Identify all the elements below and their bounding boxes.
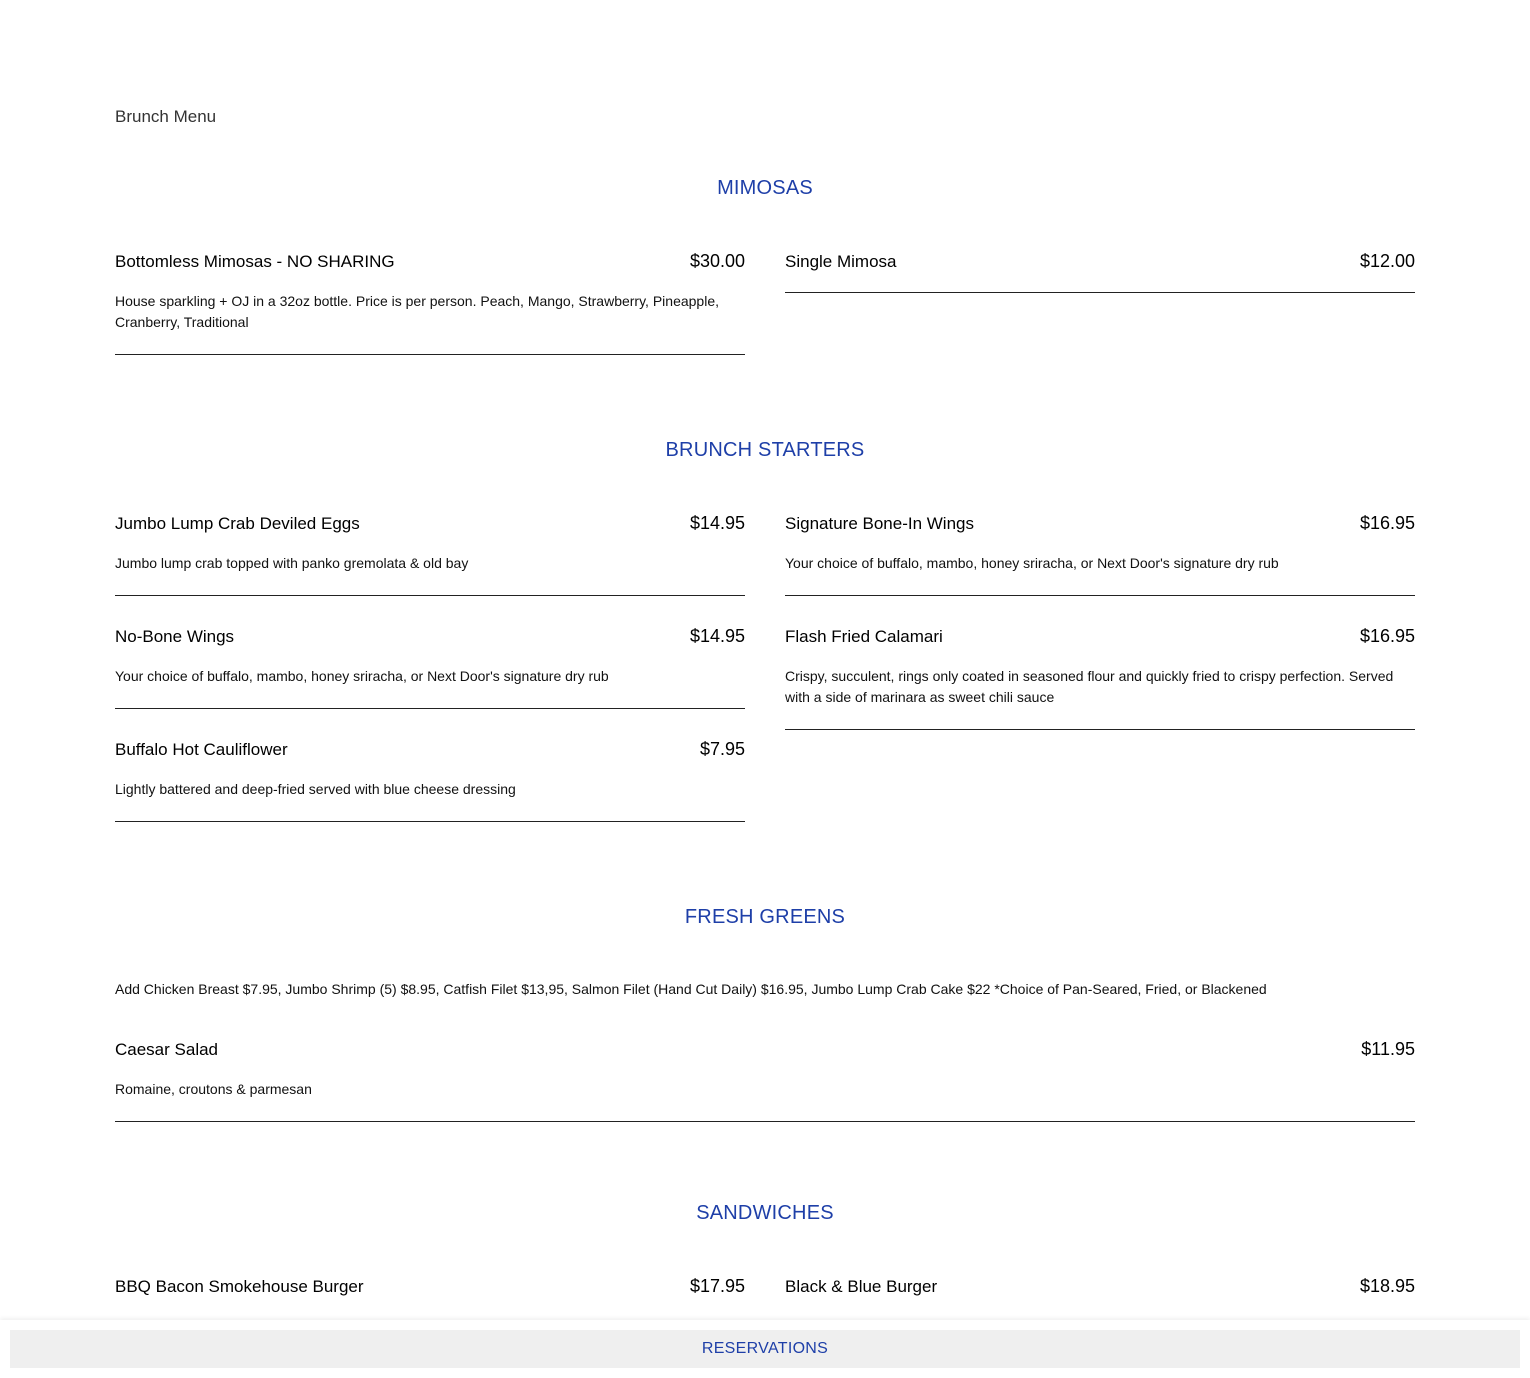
item-price: $16.95 xyxy=(1359,513,1415,533)
menu-item xyxy=(115,514,745,596)
item-price: $14.95 xyxy=(689,513,745,533)
item-description: Crispy, succulent, rings only coated in seasoned flour and quickly fried to crispy perfection. Served with a side of marinara as sweet chili sauce xyxy=(785,668,1394,705)
item-description: Your choice of buffalo, mambo, honey sriracha, or Next Door's signature dry rub xyxy=(115,668,609,684)
section-heading-greens: FRESH GREENS xyxy=(684,906,846,928)
item-name: Signature Bone-In Wings xyxy=(785,514,974,533)
menu-item xyxy=(785,514,1415,596)
page-title: Brunch Menu xyxy=(115,107,217,126)
item-name: Black & Blue Burger xyxy=(785,1277,938,1296)
menu-item xyxy=(115,252,745,355)
item-name: Buffalo Hot Cauliflower xyxy=(115,740,288,759)
add-ons-note: Add Chicken Breast $7.95, Jumbo Shrimp (5) $8.95, Catfish Filet $13,95, Salmon Filet (Hand Cut Daily) $16.95, Jumbo Lump Crab Cake $22 *Choice of Pan-Seared, Fried, or Blackened xyxy=(115,981,1267,997)
item-price: $18.95 xyxy=(1359,1276,1415,1296)
menu-item xyxy=(785,252,1415,293)
item-price: $16.95 xyxy=(1359,626,1415,646)
item-price: $17.95 xyxy=(689,1276,745,1296)
item-description: Romaine, croutons & parmesan xyxy=(115,1081,312,1097)
menu-item xyxy=(115,740,745,822)
item-name: Flash Fried Calamari xyxy=(785,627,943,646)
menu-item xyxy=(115,1040,1415,1122)
section-heading-starters: BRUNCH STARTERS xyxy=(665,439,865,461)
item-name: Single Mimosa xyxy=(785,252,897,271)
reservations-bar xyxy=(0,1320,1530,1378)
item-description: Jumbo lump crab topped with panko gremolata & old bay xyxy=(115,555,469,571)
item-description: Lightly battered and deep-fried served with blue cheese dressing xyxy=(115,781,516,797)
item-price: $12.00 xyxy=(1359,251,1415,271)
item-price: $11.95 xyxy=(1361,1039,1415,1059)
item-name: Caesar Salad xyxy=(115,1040,219,1059)
item-name: BBQ Bacon Smokehouse Burger xyxy=(115,1277,364,1296)
item-price: $14.95 xyxy=(689,626,745,646)
menu-item xyxy=(785,627,1415,730)
item-name: Bottomless Mimosas - NO SHARING xyxy=(115,252,395,271)
section-heading-mimosas: MIMOSAS xyxy=(717,177,813,199)
item-description: Your choice of buffalo, mambo, honey sriracha, or Next Door's signature dry rub xyxy=(785,555,1279,571)
reservations-button[interactable]: RESERVATIONS xyxy=(10,1330,1520,1368)
item-price: $30.00 xyxy=(689,251,745,271)
item-name: Jumbo Lump Crab Deviled Eggs xyxy=(115,514,360,533)
item-price: $7.95 xyxy=(699,739,745,759)
menu-item xyxy=(115,627,745,709)
item-name: No-Bone Wings xyxy=(115,627,235,646)
section-heading-sandwiches: SANDWICHES xyxy=(696,1202,834,1224)
item-description: House sparkling + OJ in a 32oz bottle. Price is per person. Peach, Mango, Strawberry, Pineapple, Cranberry, Traditional xyxy=(115,293,720,330)
